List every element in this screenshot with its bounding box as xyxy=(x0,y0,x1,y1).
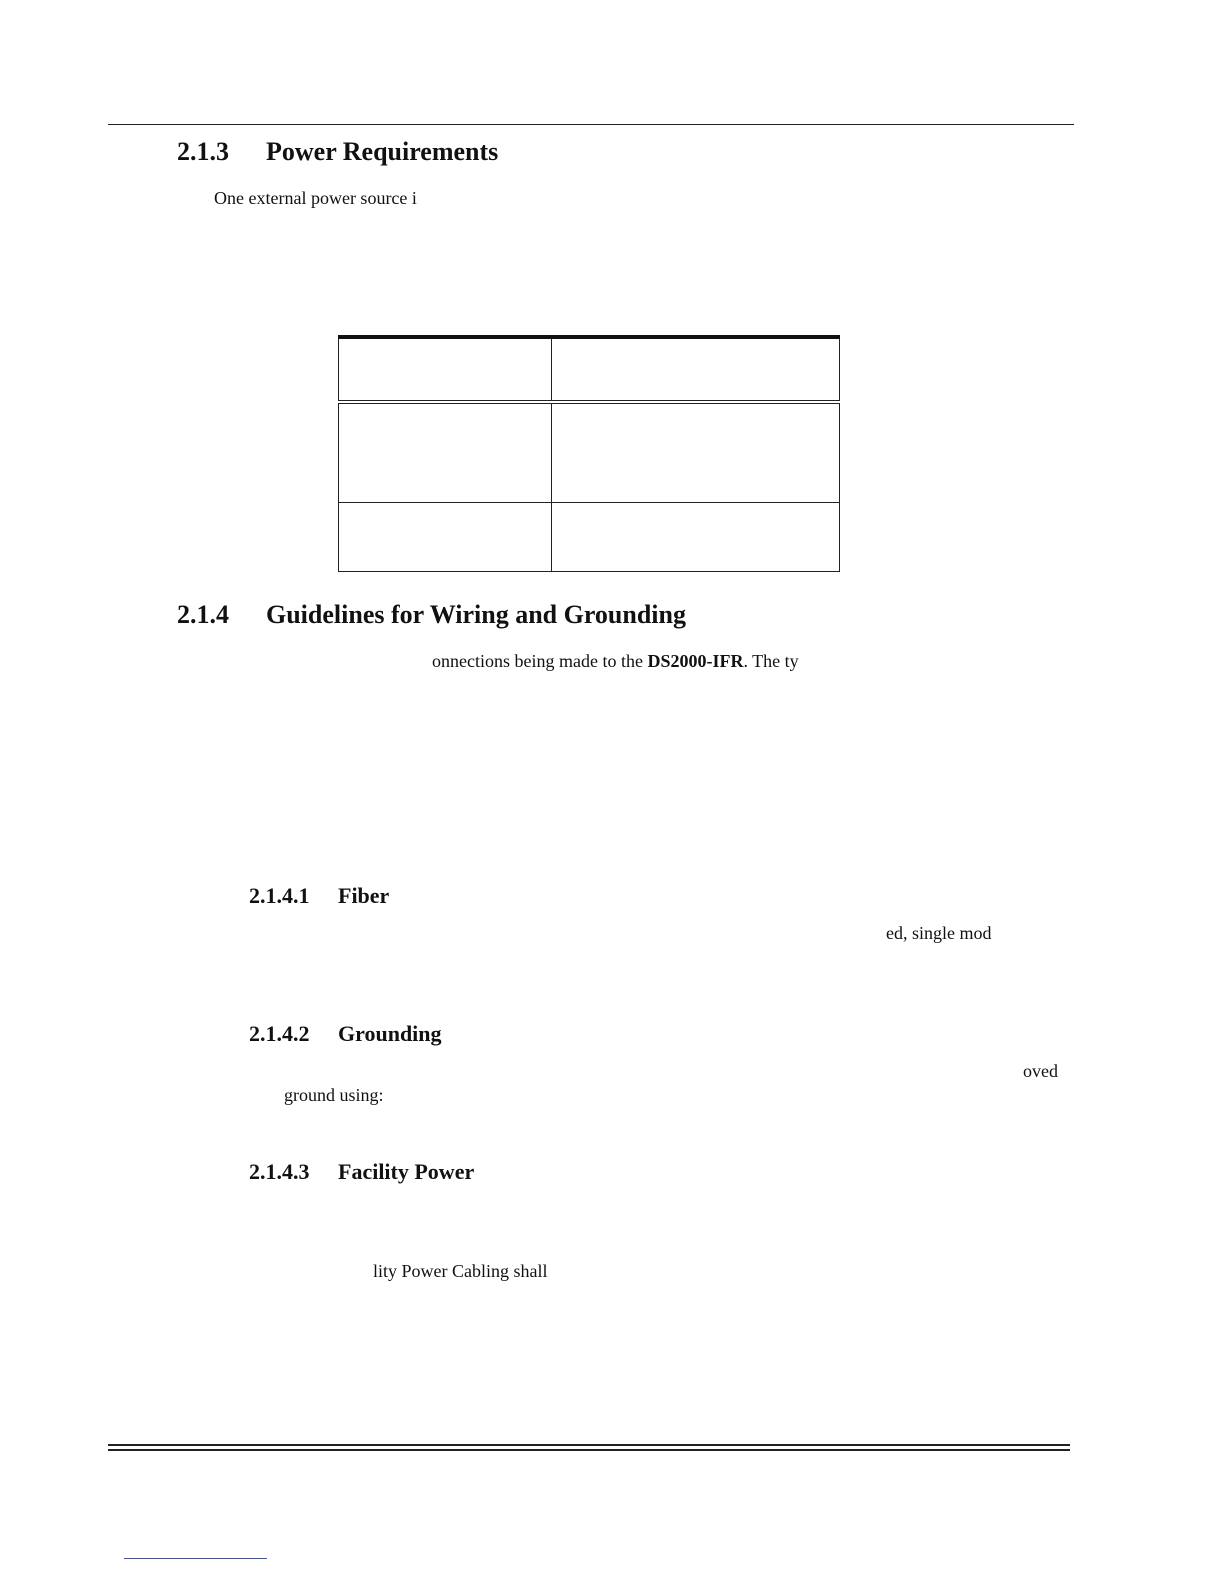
paragraph-grounding-line1: oved xyxy=(1023,1061,1058,1081)
section-title: Power Requirements xyxy=(266,137,499,166)
text-run: onnections being made to the xyxy=(432,651,648,671)
table-header-row xyxy=(339,337,840,402)
table-row xyxy=(339,503,840,572)
section-number: 2.1.3 xyxy=(177,137,229,166)
section-number: 2.1.4.3 xyxy=(249,1159,310,1184)
table-cell xyxy=(552,503,840,572)
paragraph-grounding-line2: ground using: xyxy=(284,1085,384,1105)
table-cell xyxy=(339,402,552,503)
footer-link-underline[interactable] xyxy=(124,1558,267,1559)
product-name: DS2000-IFR xyxy=(647,651,744,671)
paragraph-facility-power: lity Power Cabling shall xyxy=(373,1261,548,1281)
section-number: 2.1.4.2 xyxy=(249,1021,310,1046)
paragraph-fiber: ed, single mod xyxy=(886,923,992,943)
section-title: Fiber xyxy=(338,883,390,908)
text-run: . The ty xyxy=(743,651,799,671)
paragraph-power-requirements: One external power source i xyxy=(214,188,417,208)
table-cell xyxy=(339,337,552,402)
footer-rule xyxy=(108,1444,1070,1451)
section-number: 2.1.4 xyxy=(177,600,229,629)
table-cell xyxy=(552,402,840,503)
section-number: 2.1.4.1 xyxy=(249,883,310,908)
table-cell xyxy=(339,503,552,572)
header-rule xyxy=(108,124,1074,125)
section-title: Guidelines for Wiring and Grounding xyxy=(266,600,686,629)
power-requirements-table xyxy=(338,335,840,572)
section-title: Facility Power xyxy=(338,1159,475,1184)
section-title: Grounding xyxy=(338,1021,442,1046)
table-cell xyxy=(552,337,840,402)
paragraph-wiring-grounding xyxy=(432,651,799,672)
table-row xyxy=(339,402,840,503)
